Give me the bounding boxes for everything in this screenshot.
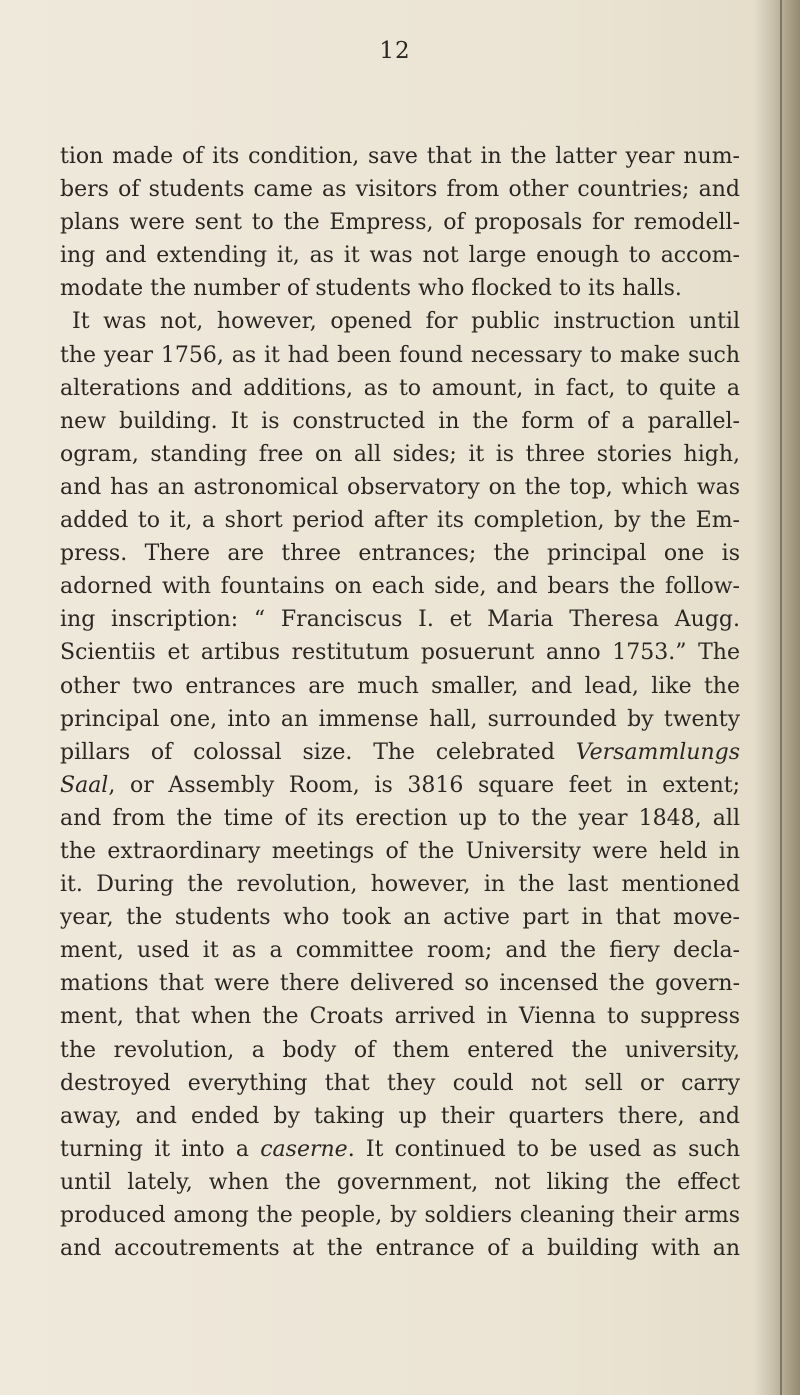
italic-term-versammlungs: Versammlungs [575,739,740,765]
text-segment: turning it into a [60,1136,249,1162]
text-line: tion made of its condition, save that in the latter year num- [60,144,740,169]
text-line: ment, used it as a committee room; and the fiery decla- [60,938,740,964]
text-line: other two entrances are much smaller, and lead, like the [60,673,740,699]
page-edge-line [780,0,782,1395]
text-line [60,1133,740,1166]
text-line: It was not, however, opened for public instruction until [72,309,740,335]
text-line: adorned with fountains on each side, and bears the follow- [60,574,740,600]
text-line: Scientiis et artibus restitutum posuerunt anno 1753.” The [60,640,740,666]
text-line: ing inscription: “ Franciscus I. et Maria Theresa Augg. [60,607,740,633]
text-line: mations that were there delivered so incensed the govern- [60,971,740,997]
text-line: ment, that when the Croats arrived in Vienna to suppress [60,1004,740,1030]
text-segment: . It continued to be used as such [347,1136,741,1162]
text-line: new building. It is constructed in the form of a parallel- [60,408,740,434]
text-line: principal one, into an immense hall, surrounded by twenty [60,706,740,732]
text-line: plans were sent to the Empress, of proposals for remodell- [60,210,740,236]
italic-term-saal: Saal [60,772,109,798]
page-number: 12 [379,38,411,64]
text-line: bers of students came as visitors from other countries; and [60,177,740,203]
text-line: year, the students who took an active part in that move- [60,905,740,931]
text-segment: , or Assembly Room, is 3816 square feet in extent; [108,772,740,798]
body-text [60,140,740,1265]
text-line: modate the number of students who flocked to its halls. [60,276,682,302]
text-line: the revolution, a body of them entered the university, [60,1037,740,1063]
text-line [60,736,740,769]
text-line: the extraordinary meetings of the University were held in [60,838,740,864]
text-segment: pillars of colossal size. The celebrated [60,739,555,765]
text-line: alterations and additions, as to amount, in fact, to quite a [60,375,740,401]
text-line: and from the time of its erection up to the year 1848, all [60,805,740,831]
text-line: press. There are three entrances; the principal one is [60,541,740,567]
text-line: added to it, a short period after its completion, by the Em- [60,508,740,534]
text-line [60,769,740,802]
text-line: ogram, standing free on all sides; it is three stories high, [60,441,740,467]
text-line: ing and extending it, as it was not large enough to accom- [60,243,740,269]
text-line: the year 1756, as it had been found necessary to make such [60,342,740,368]
page-edge-shadow [754,0,800,1395]
text-line: until lately, when the government, not liking the effect [60,1169,740,1195]
italic-term-caserne: caserne [260,1136,348,1162]
text-line: away, and ended by taking up their quarters there, and [60,1103,740,1129]
text-line: and has an astronomical observatory on the top, which was [60,474,740,500]
text-line: produced among the people, by soldiers cleaning their arms [60,1203,740,1228]
text-line: and accoutrements at the entrance of a building with an [60,1236,740,1262]
text-line: destroyed everything that they could not sell or carry [60,1070,740,1096]
text-line: it. During the revolution, however, in the last mentioned [60,872,740,898]
